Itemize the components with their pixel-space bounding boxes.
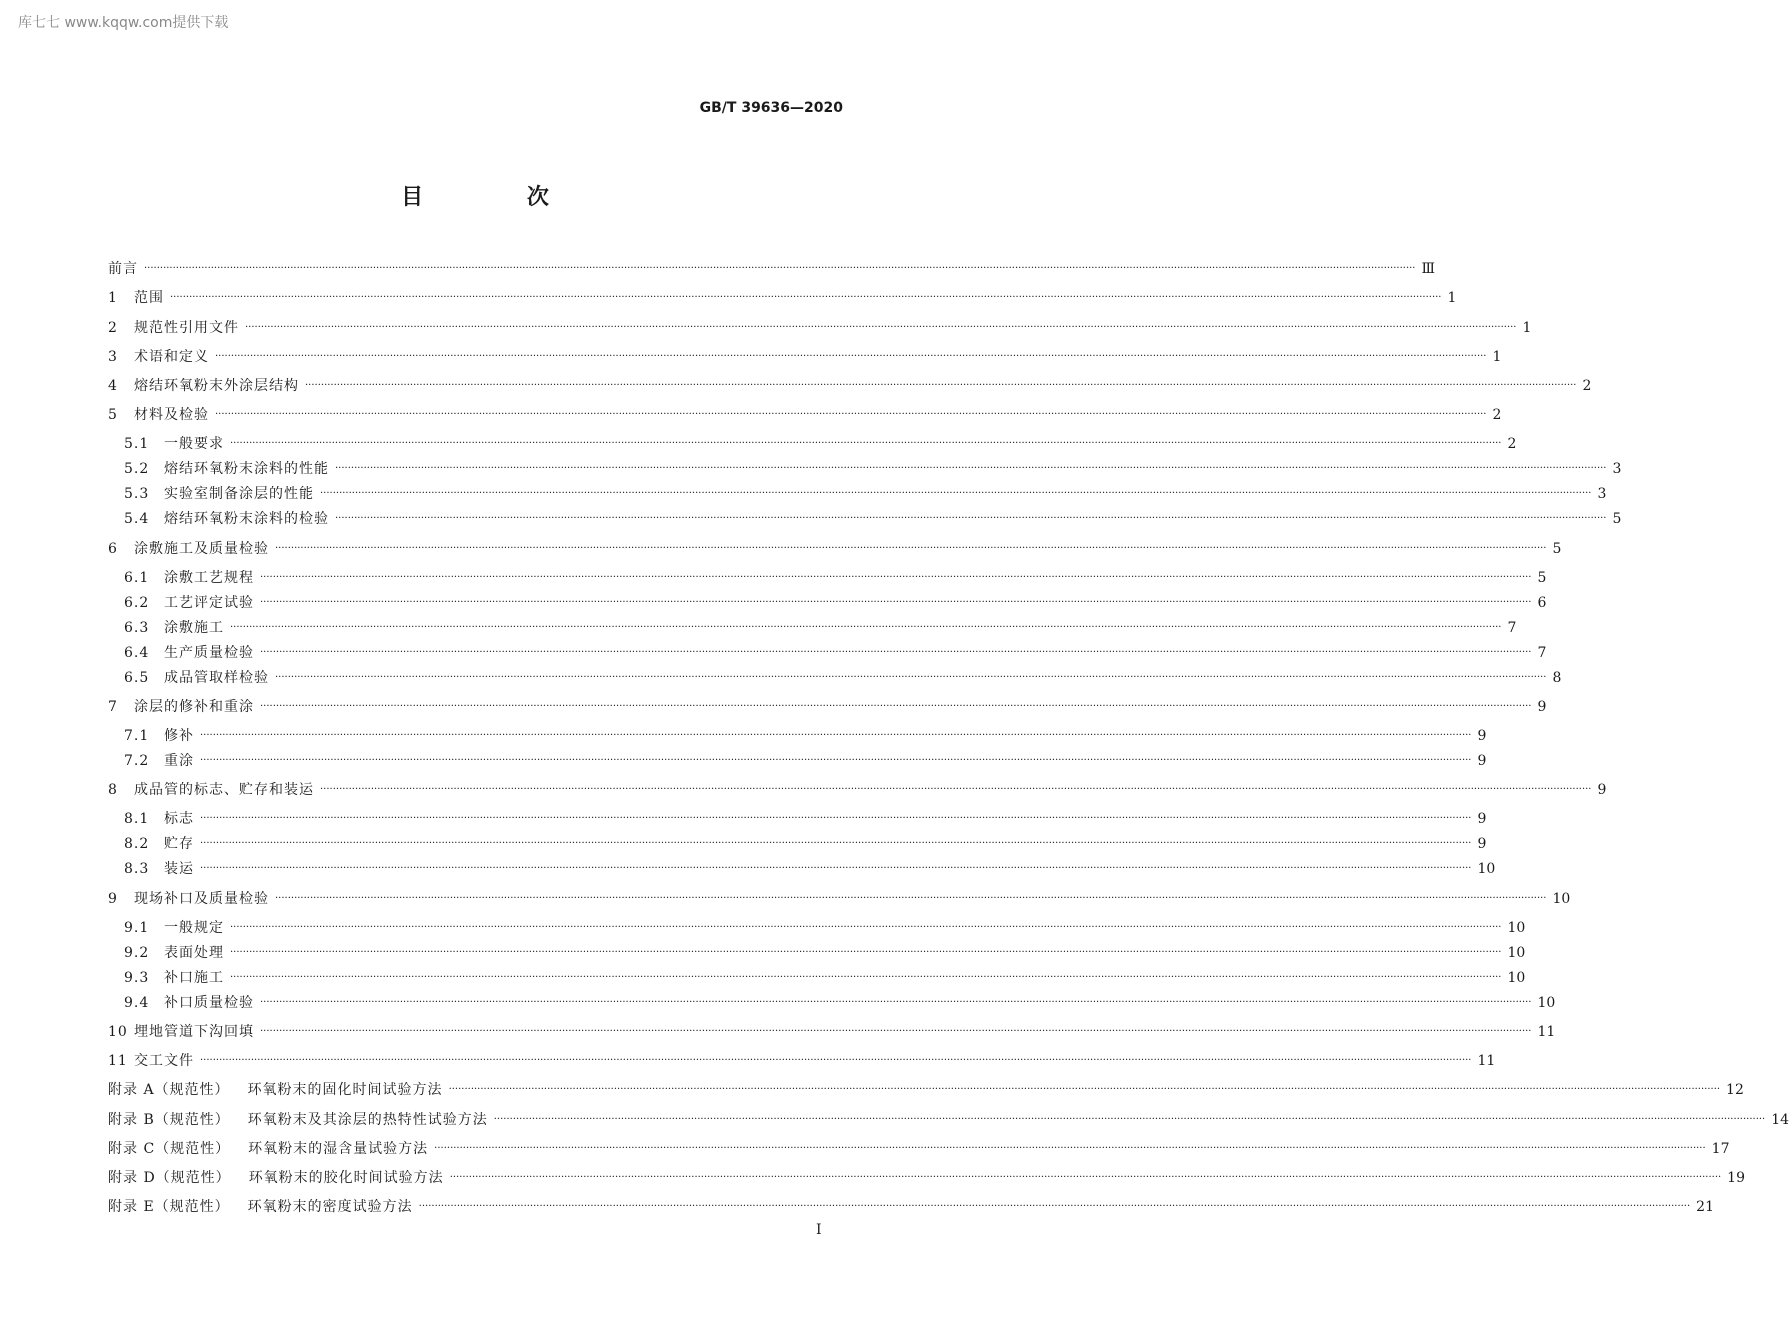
toc-entry-page: 5	[1537, 570, 1547, 586]
toc-entry-page: 1	[1522, 320, 1532, 336]
toc-leader-dots: ················································································································································································································································································································································································································	[418, 1201, 1691, 1212]
toc-entry-label: 涂敷施工及质量检验	[134, 541, 269, 557]
toc-entry[interactable]	[108, 696, 1547, 718]
toc-leader-dots: ················································································································································································································································································································································································································	[230, 922, 1502, 933]
toc-entry-page: 2	[1582, 378, 1592, 394]
toc-entry-page: 1	[1447, 290, 1457, 306]
toc-entry-page: 9	[1477, 753, 1487, 769]
page-number: I	[816, 1222, 822, 1238]
toc-entry-label: 材料及检验	[134, 407, 209, 423]
toc-entry-number: 3	[108, 349, 118, 365]
toc-leader-dots: ················································································································································································································································································································································································································	[260, 701, 1532, 712]
toc-leader-dots: ················································································································································································································································································································································································································	[230, 438, 1502, 449]
toc-entry[interactable]	[124, 992, 1556, 1014]
toc-entry-number: 4	[108, 378, 118, 394]
toc-leader-dots: ················································································································································································································································································································································································································	[335, 513, 1607, 524]
toc-entry-page: 3	[1597, 486, 1607, 502]
toc-entry[interactable]	[108, 1109, 1789, 1131]
toc-entry-page: 10	[1507, 945, 1526, 961]
toc-entry-number: 6.5	[124, 670, 150, 686]
toc-entry-page: 6	[1537, 595, 1547, 611]
toc-leader-dots: ················································································································································································································································································································································································································	[200, 838, 1472, 849]
toc-entry[interactable]	[124, 433, 1517, 455]
toc-leader-dots: ················································································································································································································································································································································································································	[305, 380, 1577, 391]
toc-entry-number: 7.2	[124, 753, 150, 769]
page-title: 目 次	[401, 185, 597, 210]
toc-entry-page: 8	[1552, 670, 1562, 686]
toc-entry-page: 12	[1726, 1082, 1744, 1098]
toc-entry[interactable]	[108, 287, 1457, 309]
toc-entry-number: 9.4	[124, 995, 150, 1011]
toc-entry-page: Ⅲ	[1421, 261, 1435, 277]
toc-entry-page: 10	[1507, 970, 1526, 986]
toc-entry-page: 10	[1477, 861, 1496, 877]
toc-leader-dots: ················································································································································································································································································································································································································	[275, 893, 1547, 904]
toc-entry-number: 8	[108, 782, 118, 798]
toc-entry[interactable]	[124, 725, 1487, 747]
toc-entry-label: 一般要求	[164, 436, 224, 452]
toc-entry[interactable]	[124, 458, 1622, 480]
toc-entry[interactable]	[124, 942, 1526, 964]
toc-entry-page: 21	[1696, 1199, 1714, 1215]
toc-leader-dots: ················································································································································································································································································································································································································	[260, 647, 1532, 658]
toc-entry-page: 7	[1507, 620, 1517, 636]
toc-entry-number: 5.3	[124, 486, 150, 502]
toc-entry-label: 生产质量检验	[164, 645, 254, 661]
toc-entry[interactable]	[108, 258, 1435, 280]
toc-entry[interactable]	[124, 483, 1607, 505]
toc-entry-page: 11	[1537, 1024, 1556, 1040]
toc-entry-number: 7.1	[124, 728, 150, 744]
toc-leader-dots: ················································································································································································································································································································································································································	[200, 1055, 1472, 1066]
toc-entry-number: 附录 E（规范性）	[108, 1199, 230, 1215]
toc-entry[interactable]	[108, 538, 1562, 560]
toc-entry[interactable]	[108, 317, 1532, 339]
standard-code: GB/T 39636—2020	[699, 100, 843, 116]
toc-leader-dots: ················································································································································································································································································································································································································	[275, 543, 1547, 554]
toc-entry[interactable]	[108, 779, 1607, 801]
toc-entry-page: 2	[1492, 407, 1502, 423]
toc-entry[interactable]	[124, 858, 1496, 880]
toc-entry-number: 9	[108, 891, 118, 907]
toc-entry-label: 补口质量检验	[164, 995, 254, 1011]
toc-entry-page: 9	[1537, 699, 1547, 715]
toc-leader-dots: ················································································································································································································································································································································································································	[493, 1114, 1766, 1125]
toc-leader-dots: ················································································································································································································································································································································································································	[320, 784, 1592, 795]
toc-entry-label: 熔结环氧粉末涂料的性能	[164, 461, 329, 477]
toc-entry-number: 6.2	[124, 595, 150, 611]
toc-entry-number: 7	[108, 699, 118, 715]
toc-entry[interactable]	[108, 375, 1592, 397]
toc-entry-page: 7	[1537, 645, 1547, 661]
toc-entry-page: 1	[1492, 349, 1502, 365]
toc-entry-number: 附录 D（规范性）	[108, 1170, 231, 1186]
toc-entry-label: 涂层的修补和重涂	[134, 699, 254, 715]
toc-entry-label: 表面处理	[164, 945, 224, 961]
toc-entry-number: 6.3	[124, 620, 150, 636]
toc-leader-dots: ················································································································································································································································································································································································································	[260, 1026, 1532, 1037]
toc-entry-number: 6.1	[124, 570, 150, 586]
toc-entry-page: 10	[1507, 920, 1526, 936]
toc-entry[interactable]	[108, 1196, 1714, 1218]
toc-entry-page: 9	[1597, 782, 1607, 798]
toc-leader-dots: ················································································································································································································································································································································································································	[449, 1172, 1722, 1183]
toc-entry-number: 2	[108, 320, 118, 336]
toc-entry-label: 成品管取样检验	[164, 670, 269, 686]
toc-entry-number: 5.4	[124, 511, 150, 527]
toc-entry-label: 熔结环氧粉末涂料的检验	[164, 511, 329, 527]
toc-entry[interactable]	[108, 1050, 1496, 1072]
toc-entry[interactable]	[124, 917, 1526, 939]
toc-entry-label: 埋地管道下沟回填	[134, 1024, 254, 1040]
toc-leader-dots: ················································································································································································································································································································································································································	[200, 813, 1472, 824]
toc-leader-dots: ················································································································································································································································································································································································································	[260, 572, 1532, 583]
toc-entry-label: 环氧粉末及其涂层的热特性试验方法	[247, 1112, 488, 1128]
toc-entry-label: 环氧粉末的胶化时间试验方法	[248, 1170, 444, 1186]
toc-entry-label: 交工文件	[134, 1053, 194, 1069]
toc-entry-label: 环氧粉末的固化时间试验方法	[247, 1082, 443, 1098]
toc-entry-label: 标志	[164, 811, 194, 827]
toc-entry-page: 9	[1477, 836, 1487, 852]
toc-entry[interactable]	[108, 404, 1502, 426]
toc-leader-dots: ················································································································································································································································································································································································································	[260, 597, 1532, 608]
toc-entry[interactable]	[108, 888, 1571, 910]
toc-leader-dots: ················································································································································································································································································································································································································	[245, 322, 1517, 333]
toc-entry[interactable]	[124, 642, 1547, 664]
toc-entry-number: 5	[108, 407, 118, 423]
toc-entry-label: 术语和定义	[134, 349, 209, 365]
toc-entry[interactable]	[108, 1167, 1745, 1189]
toc-entry-label: 工艺评定试验	[164, 595, 254, 611]
toc-entry-label: 实验室制备涂层的性能	[164, 486, 314, 502]
toc-leader-dots: ················································································································································································································································································································································································································	[200, 730, 1472, 741]
toc-leader-dots: ················································································································································································································································································································································································································	[215, 409, 1487, 420]
toc-leader-dots: ················································································································································································································································································································································································································	[260, 997, 1532, 1008]
toc-entry-label: 前言	[108, 261, 138, 277]
toc-leader-dots: ················································································································································································································································································································································································································	[335, 463, 1607, 474]
toc-entry-label: 涂敷施工	[164, 620, 224, 636]
toc-entry-page: 10	[1537, 995, 1556, 1011]
toc-entry-number: 5.1	[124, 436, 150, 452]
toc-entry-label: 环氧粉末的密度试验方法	[247, 1199, 413, 1215]
watermark: 库七七 www.kqqw.com提供下载	[18, 15, 229, 31]
toc-entry-page: 9	[1477, 728, 1487, 744]
toc-entry-number: 6	[108, 541, 118, 557]
toc-entry[interactable]	[124, 508, 1622, 530]
toc-entry-number: 9.1	[124, 920, 150, 936]
toc-entry-label: 贮存	[164, 836, 194, 852]
toc-entry[interactable]	[124, 750, 1487, 772]
toc-leader-dots: ················································································································································································································································································································································································································	[200, 755, 1472, 766]
toc-entry-number: 附录 B（规范性）	[108, 1112, 230, 1128]
toc-leader-dots: ················································································································································································································································································································································································································	[434, 1143, 1706, 1154]
toc-entry[interactable]	[124, 617, 1517, 639]
toc-entry-label: 规范性引用文件	[134, 320, 239, 336]
toc-entry-page: 14	[1771, 1112, 1789, 1128]
toc-entry-page: 10	[1552, 891, 1571, 907]
toc-entry-label: 熔结环氧粉末外涂层结构	[134, 378, 299, 394]
toc-entry-page: 5	[1612, 511, 1622, 527]
toc-leader-dots: ················································································································································································································································································································································································································	[215, 351, 1487, 362]
toc-entry-number: 10	[108, 1024, 128, 1040]
toc-entry-number: 6.4	[124, 645, 150, 661]
toc-entry-number: 8.3	[124, 861, 150, 877]
toc-entry-number: 附录 C（规范性）	[108, 1141, 231, 1157]
toc-entry-label: 重涂	[164, 753, 194, 769]
toc-entry[interactable]	[124, 967, 1526, 989]
toc-entry-number: 8.2	[124, 836, 150, 852]
toc-entry[interactable]	[124, 833, 1487, 855]
toc-entry-label: 补口施工	[164, 970, 224, 986]
toc-entry-label: 成品管的标志、贮存和装运	[134, 782, 314, 798]
toc-entry[interactable]	[124, 808, 1487, 830]
toc-entry-number: 9.3	[124, 970, 150, 986]
toc-entry-label: 一般规定	[164, 920, 224, 936]
toc-entry[interactable]	[124, 667, 1562, 689]
toc-entry-label: 现场补口及质量检验	[134, 891, 269, 907]
toc-entry[interactable]	[108, 1138, 1730, 1160]
toc-leader-dots: ················································································································································································································································································································································································································	[230, 972, 1502, 983]
toc-entry[interactable]	[108, 346, 1502, 368]
toc-leader-dots: ················································································································································································································································································································································································································	[170, 292, 1442, 303]
toc-leader-dots: ················································································································································································································································································································································································································	[230, 622, 1502, 633]
toc-entry[interactable]	[124, 567, 1547, 589]
toc-entry-label: 涂敷工艺规程	[164, 570, 254, 586]
toc-leader-dots: ················································································································································································································································································································································································································	[144, 263, 1416, 274]
toc-entry[interactable]	[108, 1079, 1744, 1101]
toc-entry-number: 11	[108, 1053, 128, 1069]
toc-entry-number: 8.1	[124, 811, 150, 827]
toc-entry-number: 1	[108, 290, 118, 306]
toc-leader-dots: ················································································································································································································································································································································································································	[275, 672, 1547, 683]
toc-entry-label: 装运	[164, 861, 194, 877]
toc-leader-dots: ················································································································································································································································································································································································································	[200, 863, 1472, 874]
toc-entry-page: 2	[1507, 436, 1517, 452]
toc-entry[interactable]	[108, 1021, 1556, 1043]
toc-leader-dots: ················································································································································································································································································································································································································	[448, 1084, 1721, 1095]
toc-entry-page: 19	[1727, 1170, 1745, 1186]
toc-entry-number: 9.2	[124, 945, 150, 961]
toc-entry-number: 5.2	[124, 461, 150, 477]
toc-entry-page: 5	[1552, 541, 1562, 557]
toc-entry-label: 环氧粉末的湿含量试验方法	[248, 1141, 429, 1157]
toc-entry-page: 9	[1477, 811, 1487, 827]
toc-entry-page: 11	[1477, 1053, 1496, 1069]
toc-entry-label: 修补	[164, 728, 194, 744]
toc-entry-page: 17	[1711, 1141, 1730, 1157]
toc-leader-dots: ················································································································································································································································································································································································································	[320, 488, 1592, 499]
toc-entry-number: 附录 A（规范性）	[108, 1082, 230, 1098]
toc-leader-dots: ················································································································································································································································································································································································································	[230, 947, 1502, 958]
toc-entry-label: 范围	[134, 290, 164, 306]
toc-entry[interactable]	[124, 592, 1547, 614]
toc-entry-page: 3	[1612, 461, 1622, 477]
